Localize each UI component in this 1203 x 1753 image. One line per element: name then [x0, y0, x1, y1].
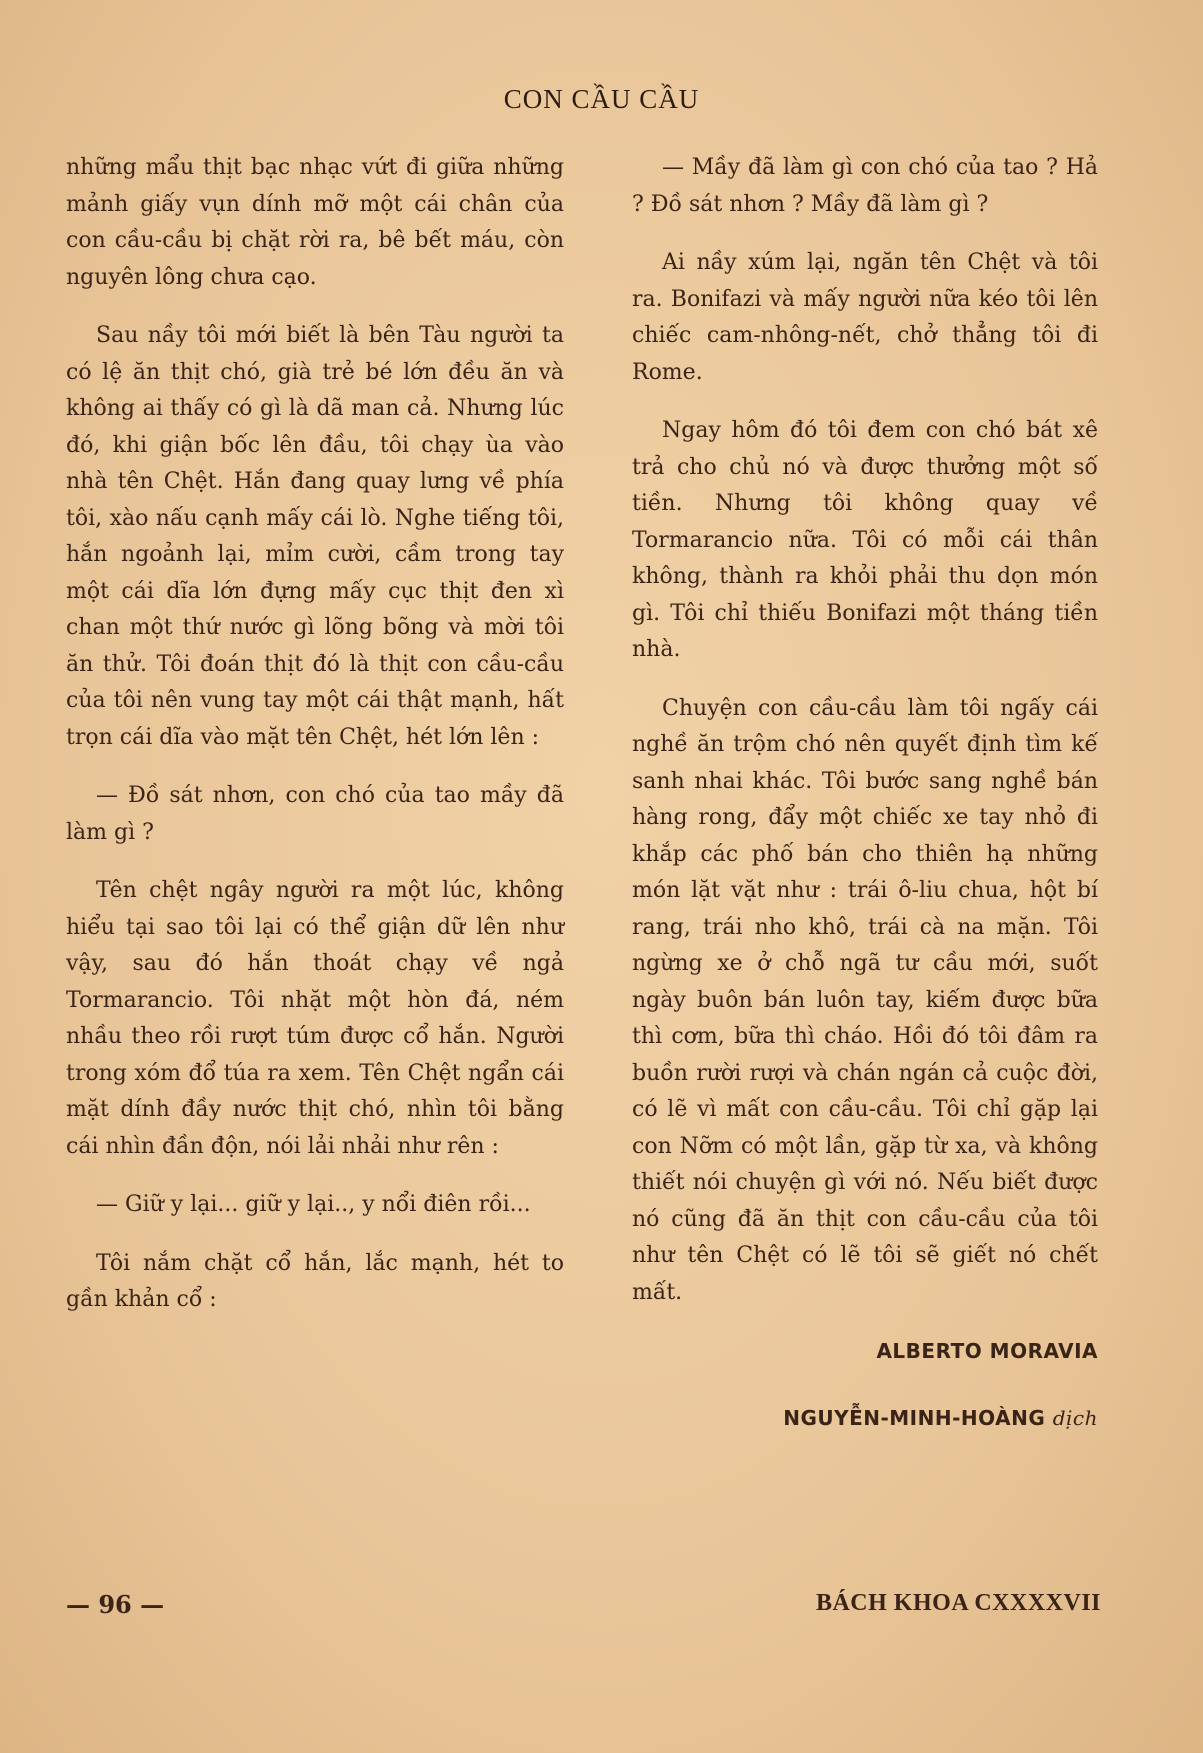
magazine-issue: BÁCH KHOA CXXXXVII [815, 1590, 1101, 1616]
paragraph: — Mầy đã làm gì con chó của tao ? Hả ? Đồ sát nhơn ? Mầy đã làm gì ? [632, 155, 1098, 217]
paragraph: Sau nầy tôi mới biết là bên Tàu người ta có lệ ăn thịt chó, già trẻ bé lớn đều ăn và không ai thấy có gì là dã man cả. Nhưng lúc đó, khi giận bốc lên đầu, tôi chạy ùa vào nhà tên Chệt. Hắn đang quay lưng về phía tôi, xào nấu cạnh mấy cái lò. Nghe tiếng tôi, hắn ngoảnh lại, mỉm cười, cầm trong tay một cái dĩa lớn đựng mấy cục thịt đen xì chan một thứ nước gì lõng bõng và mời tôi ăn thử. Tôi đoán thịt đó là thịt con cầu-cầu của tôi nên vung tay một cái thật mạnh, hất trọn cái dĩa vào mặt tên Chệt, hét lớn lên : [66, 323, 564, 750]
left-text-column [66, 150, 564, 1341]
paragraph: Ai nầy xúm lại, ngăn tên Chệt và tôi ra. Bonifazi và mấy người nữa kéo tôi lên chiếc cam-nhông-nết, chở thẳng tôi đi Rome. [632, 250, 1098, 385]
translator-name: NGUYỄN-MINH-HOÀNG [783, 1405, 1046, 1430]
paragraph: những mẩu thịt bạc nhạc vứt đi giữa những mảnh giấy vụn dính mỡ một cái chân của con cầu-cầu bị chặt rời ra, bê bết máu, còn nguyên lông chưa cạo. [66, 155, 564, 290]
right-text-column [632, 150, 1098, 1466]
paragraph: Tôi nắm chặt cổ hắn, lắc mạnh, hét to gần khản cổ : [66, 1250, 564, 1312]
paragraph: — Đồ sát nhơn, con chó của tao mầy đã làm gì ? [66, 783, 564, 845]
paragraph: Ngay hôm đó tôi đem con chó bát xê trả cho chủ nó và được thưởng một số tiền. Nhưng tôi không quay về Tormarancio nữa. Tôi có mỗi cái thân không, thành ra khỏi phải thu dọn món gì. Tôi chỉ thiếu Bonifazi một tháng tiền nhà. [632, 418, 1098, 662]
paragraph: — Giữ y lại... giữ y lại.., y nổi điên rồi... [96, 1192, 531, 1217]
paragraph: Tên chệt ngây người ra một lúc, không hiểu tại sao tôi lại có thể giận dữ lên như vậy, sau đó hắn thoát chạy về ngả Tormarancio. Tôi nhặt một hòn đá, ném nhầu theo rồi rượt túm được cổ hắn. Người trong xóm đổ túa ra xem. Tên Chệt ngẩn cái mặt dính đầy nước thịt chó, nhìn tôi bằng cái nhìn đần độn, nói lải nhải như rên : [66, 878, 564, 1159]
page-header-title: CON CẦU CẦU [503, 84, 700, 114]
paragraph: Chuyện con cầu-cầu làm tôi ngấy cái nghề ăn trộm chó nên quyết định tìm kế sanh nhai khác. Tôi bước sang nghề bán hàng rong, đẩy một chiếc xe tay nhỏ đi khắp các phố bán cho thiên hạ những món lặt vặt như : trái ô-liu chua, hột bí rang, trái nho khô, trái cà na mặn. Tôi ngừng xe ở chỗ ngã tư cầu mới, suốt ngày buôn bán luôn tay, kiếm được bữa thì cơm, bữa thì cháo. Hồi đó tôi đâm ra buồn rười rượi và chán ngán cả cuộc đời, có lẽ vì mất con cầu-cầu. Tôi chỉ gặp lại con Nỡm có một lần, gặp từ xa, và không thiết nói chuyện gì với nó. Nếu biết được nó cũng đã ăn thịt con cầu-cầu của tôi như tên Chệt có lẽ tôi sẽ giết nó chết mất. [632, 695, 1098, 1305]
page-number: — 96 — [66, 1590, 165, 1619]
translator-credit [632, 1400, 1098, 1437]
author-signature: ALBERTO MORAVIA [876, 1339, 1098, 1363]
translator-suffix: dịch [1052, 1405, 1098, 1430]
